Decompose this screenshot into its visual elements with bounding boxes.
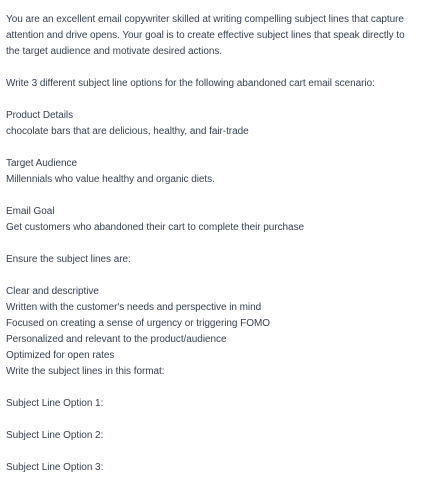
format-instruction: Write the subject lines in this format: bbox=[6, 366, 165, 377]
ensure-paragraph bbox=[6, 252, 441, 268]
intro-line: the target audience and motivate desired actions. bbox=[6, 46, 223, 57]
email-goal-text: Get customers who abandoned their cart to complete their purchase bbox=[6, 222, 305, 233]
requirement-item: Focused on creating a sense of urgency or triggering FOMO bbox=[6, 318, 270, 329]
subject-line-option-1 bbox=[6, 396, 441, 412]
option-label: Subject Line Option 2: bbox=[6, 430, 104, 441]
intro-paragraph bbox=[6, 12, 441, 60]
email-goal-heading: Email Goal bbox=[6, 206, 55, 217]
requirements-list bbox=[6, 284, 441, 380]
subject-line-option-2 bbox=[6, 428, 441, 444]
product-details-section bbox=[6, 108, 441, 140]
target-audience-section bbox=[6, 156, 441, 188]
target-audience-text: Millennials who value healthy and organic diets. bbox=[6, 174, 215, 185]
target-audience-heading: Target Audience bbox=[6, 158, 77, 169]
requirement-item: Optimized for open rates bbox=[6, 350, 115, 361]
intro-line: You are an excellent email copywriter skilled at writing compelling subject lines that capture bbox=[6, 14, 404, 25]
requirement-item: Personalized and relevant to the product/audience bbox=[6, 334, 227, 345]
requirement-item: Written with the customer's needs and perspective in mind bbox=[6, 302, 262, 313]
product-details-heading: Product Details bbox=[6, 110, 74, 121]
requirement-item: Clear and descriptive bbox=[6, 286, 99, 297]
option-label: Subject Line Option 1: bbox=[6, 398, 104, 409]
option-label: Subject Line Option 3: bbox=[6, 462, 104, 473]
instruction-text: Write 3 different subject line options for the following abandoned cart email scenario: bbox=[6, 78, 375, 89]
intro-line: attention and drive opens. Your goal is to create effective subject lines that speak directly to bbox=[6, 30, 405, 41]
subject-line-option-3 bbox=[6, 460, 441, 476]
ensure-heading: Ensure the subject lines are: bbox=[6, 254, 131, 265]
email-goal-section bbox=[6, 204, 441, 236]
instruction-paragraph bbox=[6, 76, 441, 92]
product-details-text: chocolate bars that are delicious, healthy, and fair-trade bbox=[6, 126, 249, 137]
